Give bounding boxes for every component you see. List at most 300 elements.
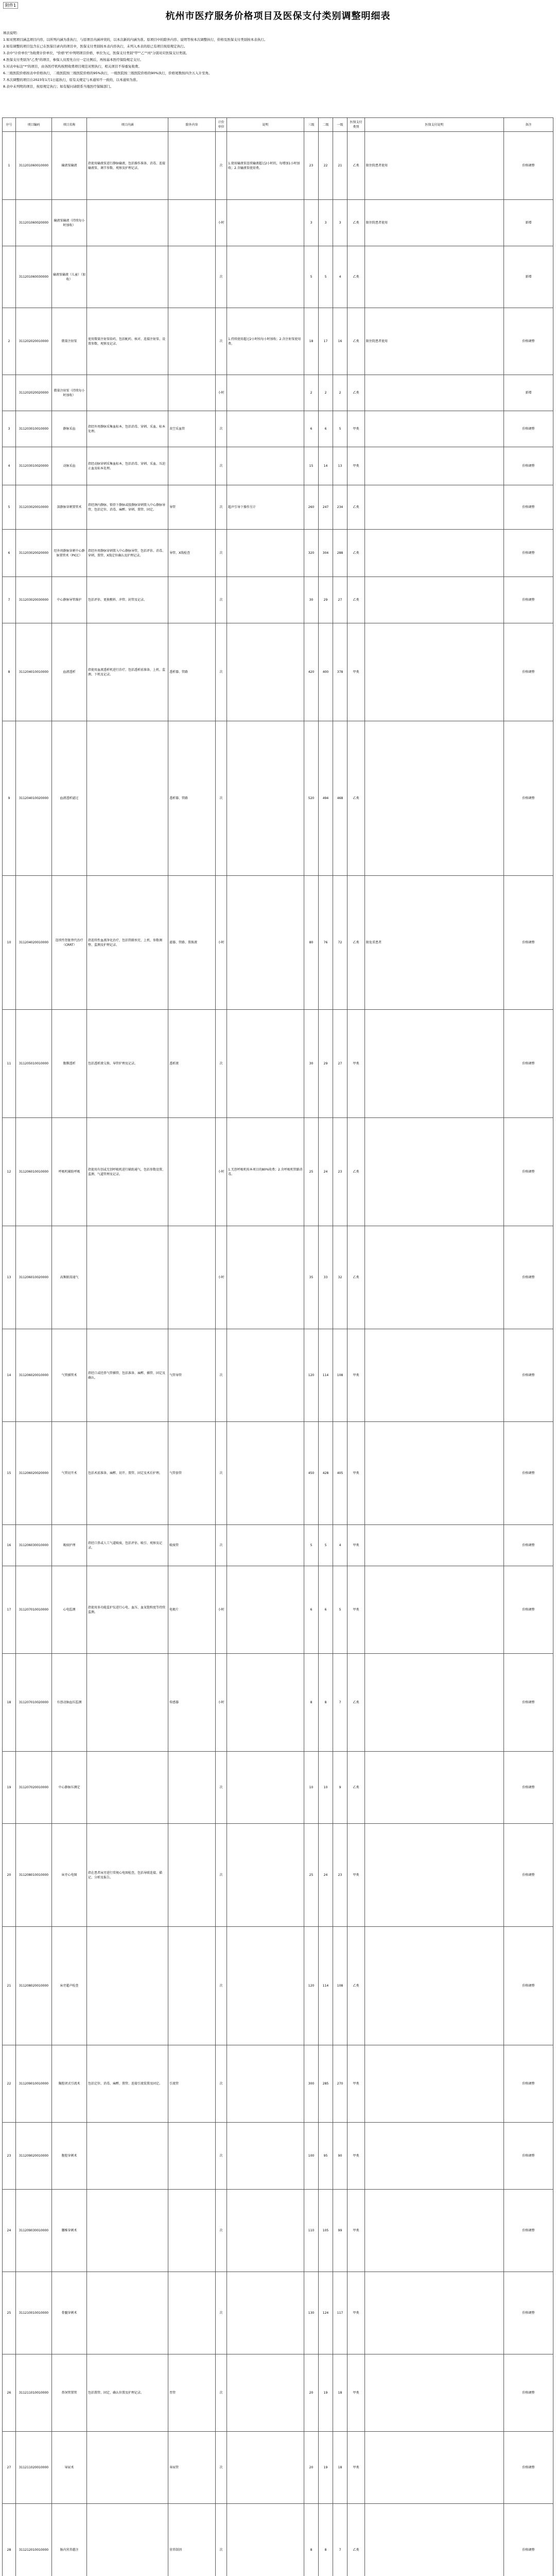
row-price-tier3: 320 xyxy=(304,530,319,577)
row-category: 甲类 xyxy=(348,1566,365,1654)
row-code: 311203020010000 xyxy=(16,485,52,530)
col-header-p3: 三级 xyxy=(304,118,319,132)
row-price-tier3: 260 xyxy=(304,485,319,530)
row-code: 311207010020000 xyxy=(16,1654,52,1752)
row-category: 甲类 xyxy=(348,1422,365,1525)
row-seq: 8 xyxy=(3,623,16,721)
row-pay-note: 限危重患者 xyxy=(365,876,504,1010)
row-remark: 价格调整 xyxy=(504,721,553,876)
row-desc xyxy=(227,2123,304,2190)
row-name: 胸腔闭式引流术 xyxy=(52,2045,87,2123)
row-unit: 小时 xyxy=(216,1226,227,1329)
row-pay-note xyxy=(365,1927,504,2045)
row-seq: 20 xyxy=(3,1824,16,1927)
row-price-tier2: 76 xyxy=(319,876,333,1010)
row-price-tier3: 35 xyxy=(304,1226,319,1329)
table-row xyxy=(3,375,553,411)
row-excluded: 气管导管 xyxy=(168,1329,216,1422)
row-seq: 22 xyxy=(3,2045,16,2123)
row-pay-note xyxy=(365,530,504,577)
row-category: 甲类 xyxy=(348,2432,365,2504)
table-row xyxy=(3,577,553,623)
row-remark: 价格调整 xyxy=(504,1329,553,1422)
row-name: 腹腔穿刺术 xyxy=(52,2123,87,2190)
row-price-tier2: 10 xyxy=(319,1752,333,1824)
row-pay-note xyxy=(365,1654,504,1752)
row-unit: 次 xyxy=(216,2123,227,2190)
table-row xyxy=(3,530,553,577)
row-category: 乙类 xyxy=(348,876,365,1010)
table-row xyxy=(3,1329,553,1422)
row-seq: 19 xyxy=(3,1752,16,1824)
table-row xyxy=(3,2432,553,2504)
row-category: 甲类 xyxy=(348,1329,365,1422)
row-price-tier3: 5 xyxy=(304,1525,319,1566)
row-code: 311204010010000 xyxy=(16,623,52,721)
row-remark: 价格调整 xyxy=(504,2432,553,2504)
row-price-tier1: 405 xyxy=(333,1422,348,1525)
row-price-tier1: 13 xyxy=(333,447,348,485)
row-category: 甲类 xyxy=(348,1824,365,1927)
row-pay-note xyxy=(365,447,504,485)
table-body xyxy=(3,132,553,2576)
row-desc xyxy=(227,2190,304,2272)
col-header-p1: 一级 xyxy=(333,118,348,132)
row-price-tier1: 4 xyxy=(333,1525,348,1566)
row-price-tier1: 23 xyxy=(333,1824,348,1927)
row-name: 腹膜透析 xyxy=(52,1010,87,1118)
row-price-tier2: 24 xyxy=(319,1118,333,1226)
row-price-tier2: 8 xyxy=(319,2504,333,2576)
row-remark: 价格调整 xyxy=(504,2123,553,2190)
row-content: 指经颈内静脉、锁骨下静脉或股静脉穿刺置入中心静脉导管，包括定位、消毒、麻醉、穿刺、置管、固定。 xyxy=(87,485,168,530)
row-desc xyxy=(227,721,304,876)
row-unit: 小时 xyxy=(216,200,227,246)
row-price-tier3: 8 xyxy=(304,1654,319,1752)
row-name: 心电监测 xyxy=(52,1566,87,1654)
row-pay-note xyxy=(365,1566,504,1654)
row-code: 311202020010000 xyxy=(16,308,52,375)
row-name: 呼吸机辅助呼吸 xyxy=(52,1118,87,1226)
row-content xyxy=(87,200,168,246)
row-seq: 7 xyxy=(3,577,16,623)
col-header-desc: 说明 xyxy=(227,118,304,132)
row-category: 乙类 xyxy=(348,246,365,308)
row-remark: 新增 xyxy=(504,246,553,308)
row-pay-note xyxy=(365,1422,504,1525)
row-seq: 23 xyxy=(3,2123,16,2190)
row-desc xyxy=(227,1010,304,1118)
row-excluded xyxy=(168,1824,216,1927)
row-unit: 次 xyxy=(216,132,227,200)
col-header-category: 医保支付类别 xyxy=(348,118,365,132)
note-line: 1.如对照项目涵盖项目内容，以所列内涵为准执行，与原项目内涵冲突的，以本次新的内涵为准。原项目中的除外内容、说明等按本次调整执行，价格及医保支付类别按本表执行。 xyxy=(3,38,268,42)
note-line: 7.本次调整的项目自2023年1月1日起执行，原有关规定与本通知不一致的，以本通知为准。 xyxy=(3,78,140,82)
row-price-tier3: 520 xyxy=(304,721,319,876)
row-remark: 价格调整 xyxy=(504,1752,553,1824)
row-seq: 4 xyxy=(3,447,16,485)
row-pay-note xyxy=(365,411,504,447)
row-price-tier1: 27 xyxy=(333,577,348,623)
row-desc: 1.持续使用超过2小时按每小时加收；2.含注射泵使用费。 xyxy=(227,308,304,375)
table-row xyxy=(3,411,553,447)
row-content xyxy=(87,1927,168,2045)
row-seq: 13 xyxy=(3,1226,16,1329)
row-seq: 9 xyxy=(3,721,16,876)
row-content xyxy=(87,375,168,411)
note-line: 8.表中未列明的项目，按原规定执行；如有疑问请联系当地医疗保障部门。 xyxy=(3,84,114,89)
table-row xyxy=(3,1226,553,1329)
row-code: 311205010010000 xyxy=(16,1010,52,1118)
row-price-tier3: 100 xyxy=(304,2123,319,2190)
row-unit: 次 xyxy=(216,721,227,876)
row-remark: 价格调整 xyxy=(504,308,553,375)
row-name: 微量注射泵（持续每小时加收） xyxy=(52,375,87,411)
col-header-code: 项目编码 xyxy=(16,118,52,132)
row-price-tier1: 18 xyxy=(333,2354,348,2432)
row-price-tier3: 300 xyxy=(304,2045,319,2123)
col-header-excluded: 除外内容 xyxy=(168,118,216,132)
row-unit: 小时 xyxy=(216,1118,227,1226)
row-name: 中心静脉压测定 xyxy=(52,1752,87,1824)
row-pay-note: 限住院患者使用 xyxy=(365,200,504,246)
row-remark: 价格调整 xyxy=(504,1118,553,1226)
row-unit: 次 xyxy=(216,1824,227,1927)
row-remark: 价格调整 xyxy=(504,411,553,447)
col-header-seq: 序号 xyxy=(3,118,16,132)
row-price-tier2: 285 xyxy=(319,2045,333,2123)
row-price-tier2: 19 xyxy=(319,2354,333,2432)
row-desc xyxy=(227,876,304,1010)
row-excluded: 胃管 xyxy=(168,2354,216,2432)
row-desc xyxy=(227,411,304,447)
row-unit: 次 xyxy=(216,577,227,623)
row-category: 乙类 xyxy=(348,308,365,375)
row-pay-note xyxy=(365,1118,504,1226)
row-excluded: 引流管 xyxy=(168,2045,216,2123)
table-row xyxy=(3,200,553,246)
row-seq: 10 xyxy=(3,876,16,1010)
row-code: 311208010010000 xyxy=(16,1824,52,1927)
row-name: 血液透析 xyxy=(52,623,87,721)
row-code: 311207010010000 xyxy=(16,1566,52,1654)
row-name: 吸痰护理 xyxy=(52,1525,87,1566)
row-code: 311206030010000 xyxy=(16,1525,52,1566)
row-excluded: 导管 xyxy=(168,485,216,530)
row-category: 乙类 xyxy=(348,375,365,411)
row-price-tier3: 20 xyxy=(304,2432,319,2504)
row-remark: 价格调整 xyxy=(504,485,553,530)
row-excluded: 传感器 xyxy=(168,1654,216,1752)
row-price-tier2: 124 xyxy=(319,2272,333,2354)
row-price-tier1: 108 xyxy=(333,1329,348,1422)
row-category: 乙类 xyxy=(348,200,365,246)
row-content xyxy=(87,1226,168,1329)
row-code: 311209010010000 xyxy=(16,2045,52,2123)
row-excluded xyxy=(168,1118,216,1226)
row-excluded xyxy=(168,1927,216,2045)
row-pay-note xyxy=(365,721,504,876)
note-line: 6.三级医院价格按表中价格执行，二级医院按三级医院价格的95%执行，一级医院按三级医院价格的90%执行，价格尾数按四舍五入计至角。 xyxy=(3,71,212,75)
row-price-tier3: 20 xyxy=(304,2354,319,2432)
row-price-tier1: 72 xyxy=(333,876,348,1010)
row-pay-note xyxy=(365,1525,504,1566)
row-category: 甲类 xyxy=(348,447,365,485)
row-content xyxy=(87,2504,168,2576)
row-category: 乙类 xyxy=(348,132,365,200)
row-name: 经外周静脉穿刺中心静脉置管术（PICC） xyxy=(52,530,87,577)
row-excluded xyxy=(168,375,216,411)
row-category: 乙类 xyxy=(348,1118,365,1226)
row-desc xyxy=(227,2432,304,2504)
row-desc xyxy=(227,200,304,246)
page-title: 杭州市医疗服务价格项目及医保支付类别调整明细表 xyxy=(165,11,391,22)
row-code: 311206020010000 xyxy=(16,1329,52,1422)
row-excluded xyxy=(168,132,216,200)
row-price-tier1: 32 xyxy=(333,1226,348,1329)
row-price-tier2: 19 xyxy=(319,2432,333,2504)
row-name: 有创动脉血压监测 xyxy=(52,1654,87,1752)
row-unit: 次 xyxy=(216,1752,227,1824)
row-price-tier3: 30 xyxy=(304,577,319,623)
row-seq: 27 xyxy=(3,2432,16,2504)
row-price-tier3: 130 xyxy=(304,2272,319,2354)
row-code: 311208020010000 xyxy=(16,1927,52,2045)
row-price-tier2: 8 xyxy=(319,1654,333,1752)
row-desc xyxy=(227,530,304,577)
row-remark: 价格调整 xyxy=(504,2045,553,2123)
row-price-tier1: 16 xyxy=(333,308,348,375)
row-code: 311209020010000 xyxy=(16,2123,52,2190)
row-unit: 次 xyxy=(216,1422,227,1525)
row-code: 311206010020000 xyxy=(16,1226,52,1329)
row-excluded xyxy=(168,2272,216,2354)
row-remark: 价格调整 xyxy=(504,530,553,577)
row-excluded: 导尿管 xyxy=(168,2432,216,2504)
row-pay-note xyxy=(365,375,504,411)
row-remark: 价格调整 xyxy=(504,1525,553,1566)
row-seq: 14 xyxy=(3,1329,16,1422)
row-desc xyxy=(227,1654,304,1752)
note-line: 2.如有调整的项目包含在已在医保目录内的项目中，医保支付类别按本表内容执行，未列入本表的原已有项目按原规定执行。 xyxy=(3,44,187,48)
row-content: 指经动脉穿刺采集血标本，包括消毒、穿刺、采血、压迫止血及标本处理。 xyxy=(87,447,168,485)
row-excluded xyxy=(168,447,216,485)
col-header-content: 项目内涵 xyxy=(87,118,168,132)
row-price-tier2: 304 xyxy=(319,530,333,577)
row-code: 311207020010000 xyxy=(16,1752,52,1824)
row-price-tier3: 2 xyxy=(304,375,319,411)
row-category: 乙类 xyxy=(348,1654,365,1752)
row-price-tier2: 95 xyxy=(319,2123,333,2190)
row-name: 静脉采血 xyxy=(52,411,87,447)
row-price-tier1: 117 xyxy=(333,2272,348,2354)
row-price-tier2: 5 xyxy=(319,246,333,308)
row-remark: 价格调整 xyxy=(504,623,553,721)
row-price-tier1: 378 xyxy=(333,623,348,721)
row-content: 指使用多功能监护仪进行心电、血压、血氧饱和度等持续监测。 xyxy=(87,1566,168,1654)
row-price-tier1: 2 xyxy=(333,375,348,411)
row-price-tier2: 3 xyxy=(319,200,333,246)
row-unit: 次 xyxy=(216,2432,227,2504)
col-header-name: 项目名称 xyxy=(52,118,87,132)
row-remark: 价格调整 xyxy=(504,1927,553,2045)
row-seq: 6 xyxy=(3,530,16,577)
row-price-tier3: 10 xyxy=(304,1752,319,1824)
row-excluded: 滤器、管路、置换液 xyxy=(168,876,216,1010)
row-excluded: 透析器、管路 xyxy=(168,721,216,876)
row-price-tier3: 25 xyxy=(304,1118,319,1226)
row-unit: 次 xyxy=(216,1927,227,2045)
row-excluded xyxy=(168,1226,216,1329)
row-category: 甲类 xyxy=(348,2045,365,2123)
row-desc xyxy=(227,246,304,308)
row-excluded: 吸痰管 xyxy=(168,1525,216,1566)
row-price-tier3: 23 xyxy=(304,132,319,200)
col-header-remark: 备注 xyxy=(504,118,553,132)
row-name: 骨髓穿刺术 xyxy=(52,2272,87,2354)
row-content: 包括评估、更换敷料、冲管、封管及记录。 xyxy=(87,577,168,623)
row-content: 指经口鼻或人工气道吸痰，包括评估、吸引、观察及记录。 xyxy=(87,1525,168,1566)
row-price-tier1: 27 xyxy=(333,1010,348,1118)
row-seq: 2 xyxy=(3,308,16,375)
row-price-tier3: 5 xyxy=(304,246,319,308)
note-line: 4.医保支付类别为"乙类"的项目，参保人员需先自付一定比例后，再按基本医疗保险规定支付。 xyxy=(3,58,144,62)
row-code: 311206010010000 xyxy=(16,1118,52,1226)
row-price-tier3: 450 xyxy=(304,1422,319,1525)
attachment-label: 附件1 xyxy=(3,2,18,9)
row-name: 深静脉穿刺置管术 xyxy=(52,485,87,530)
row-price-tier2: 24 xyxy=(319,1824,333,1927)
row-seq: 11 xyxy=(3,1010,16,1118)
table-row xyxy=(3,246,553,308)
row-unit: 次 xyxy=(216,2045,227,2123)
row-pay-note xyxy=(365,2354,504,2432)
row-content xyxy=(87,1654,168,1752)
table-row xyxy=(3,2045,553,2123)
row-seq: 15 xyxy=(3,1422,16,1525)
table-row xyxy=(3,721,553,876)
row-name: 高频振荡通气 xyxy=(52,1226,87,1329)
row-remark: 价格调整 xyxy=(504,876,553,1010)
row-category: 甲类 xyxy=(348,1525,365,1566)
table-row xyxy=(3,1824,553,1927)
row-desc xyxy=(227,1525,304,1566)
note-line: 填表说明： xyxy=(3,31,20,35)
row-unit: 次 xyxy=(216,308,227,375)
row-price-tier2: 400 xyxy=(319,623,333,721)
row-excluded: 导管、X线检查 xyxy=(168,530,216,577)
row-seq xyxy=(3,375,16,411)
row-content xyxy=(87,2123,168,2190)
row-price-tier3: 3 xyxy=(304,200,319,246)
row-price-tier2: 6 xyxy=(319,1566,333,1654)
row-category: 乙类 xyxy=(348,1226,365,1329)
row-code: 311204010020000 xyxy=(16,721,52,876)
row-seq xyxy=(3,200,16,246)
table-row xyxy=(3,447,553,485)
row-desc: 超声引导下操作另计 xyxy=(227,485,304,530)
row-price-tier3: 25 xyxy=(304,1824,319,1927)
row-name: 中心静脉导管维护 xyxy=(52,577,87,623)
row-code: 311203010010000 xyxy=(16,411,52,447)
row-price-tier1: 90 xyxy=(333,2123,348,2190)
row-seq: 25 xyxy=(3,2272,16,2354)
row-price-tier1: 7 xyxy=(333,1654,348,1752)
row-price-tier3: 18 xyxy=(304,308,319,375)
row-code: 311201060010000 xyxy=(16,132,52,200)
row-price-tier3: 6 xyxy=(304,411,319,447)
row-price-tier3: 420 xyxy=(304,623,319,721)
row-remark: 价格调整 xyxy=(504,1654,553,1752)
row-name: 气管切开术 xyxy=(52,1422,87,1525)
row-pay-note xyxy=(365,1752,504,1824)
table-row xyxy=(3,1927,553,2045)
row-excluded: 气管套管 xyxy=(168,1422,216,1525)
row-unit: 小时 xyxy=(216,375,227,411)
row-price-tier2: 6 xyxy=(319,411,333,447)
row-seq: 21 xyxy=(3,1927,16,2045)
table-row xyxy=(3,876,553,1010)
row-price-tier3: 120 xyxy=(304,1927,319,2045)
row-pay-note xyxy=(365,1329,504,1422)
row-code: 311206020020000 xyxy=(16,1422,52,1525)
row-content: 指经外周静脉采集血标本，包括消毒、穿刺、采血、标本处理。 xyxy=(87,411,168,447)
row-content xyxy=(87,2190,168,2272)
row-seq: 26 xyxy=(3,2354,16,2432)
row-category: 乙类 xyxy=(348,485,365,530)
row-price-tier2: 29 xyxy=(319,1010,333,1118)
row-desc xyxy=(227,2354,304,2432)
row-seq: 5 xyxy=(3,485,16,530)
row-name: 血液透析滤过 xyxy=(52,721,87,876)
row-name: 气管插管术 xyxy=(52,1329,87,1422)
row-price-tier3: 6 xyxy=(304,1566,319,1654)
row-name: 输液泵输液（儿童）（加收） xyxy=(52,246,87,308)
row-pay-note xyxy=(365,2504,504,2576)
row-desc xyxy=(227,375,304,411)
row-content: 指使用有创或无创呼吸机进行辅助通气，包括参数设置、监测、气道管理及记录。 xyxy=(87,1118,168,1226)
row-content: 指经外周静脉穿刺置入中心静脉导管，包括评估、消毒、穿刺、置管、X线定位确认及护理记录。 xyxy=(87,530,168,577)
row-desc xyxy=(227,1752,304,1824)
row-price-tier1: 99 xyxy=(333,2190,348,2272)
row-pay-note xyxy=(365,246,504,308)
row-code: 311203020020000 xyxy=(16,530,52,577)
row-price-tier3: 8 xyxy=(304,2504,319,2576)
row-unit: 次 xyxy=(216,623,227,721)
row-unit: 次 xyxy=(216,1329,227,1422)
row-name: 肠内营养灌注 xyxy=(52,2504,87,2576)
row-price-tier3: 110 xyxy=(304,2190,319,2272)
row-desc xyxy=(227,1927,304,2045)
table-row xyxy=(3,2354,553,2432)
row-category: 甲类 xyxy=(348,2123,365,2190)
row-price-tier2: 105 xyxy=(319,2190,333,2272)
row-content: 指使用血液透析机进行治疗，包括透析前准备、上机、监测、下机及记录。 xyxy=(87,623,168,721)
row-code: 311212010010000 xyxy=(16,2504,52,2576)
row-code: 311211020010000 xyxy=(16,2432,52,2504)
row-price-tier3: 120 xyxy=(304,1329,319,1422)
row-category: 甲类 xyxy=(348,2354,365,2432)
col-header-p2: 二级 xyxy=(319,118,333,132)
row-pay-note xyxy=(365,2272,504,2354)
row-pay-note xyxy=(365,577,504,623)
row-name: 输液泵输液（持续每小时加收） xyxy=(52,200,87,246)
row-content: 指连续性血液净化治疗，包括管路预充、上机、参数调整、监测及护理记录。 xyxy=(87,876,168,1010)
row-price-tier2: 5 xyxy=(319,1525,333,1566)
table-row xyxy=(3,1118,553,1226)
row-pay-note xyxy=(365,2123,504,2190)
row-content xyxy=(87,2272,168,2354)
